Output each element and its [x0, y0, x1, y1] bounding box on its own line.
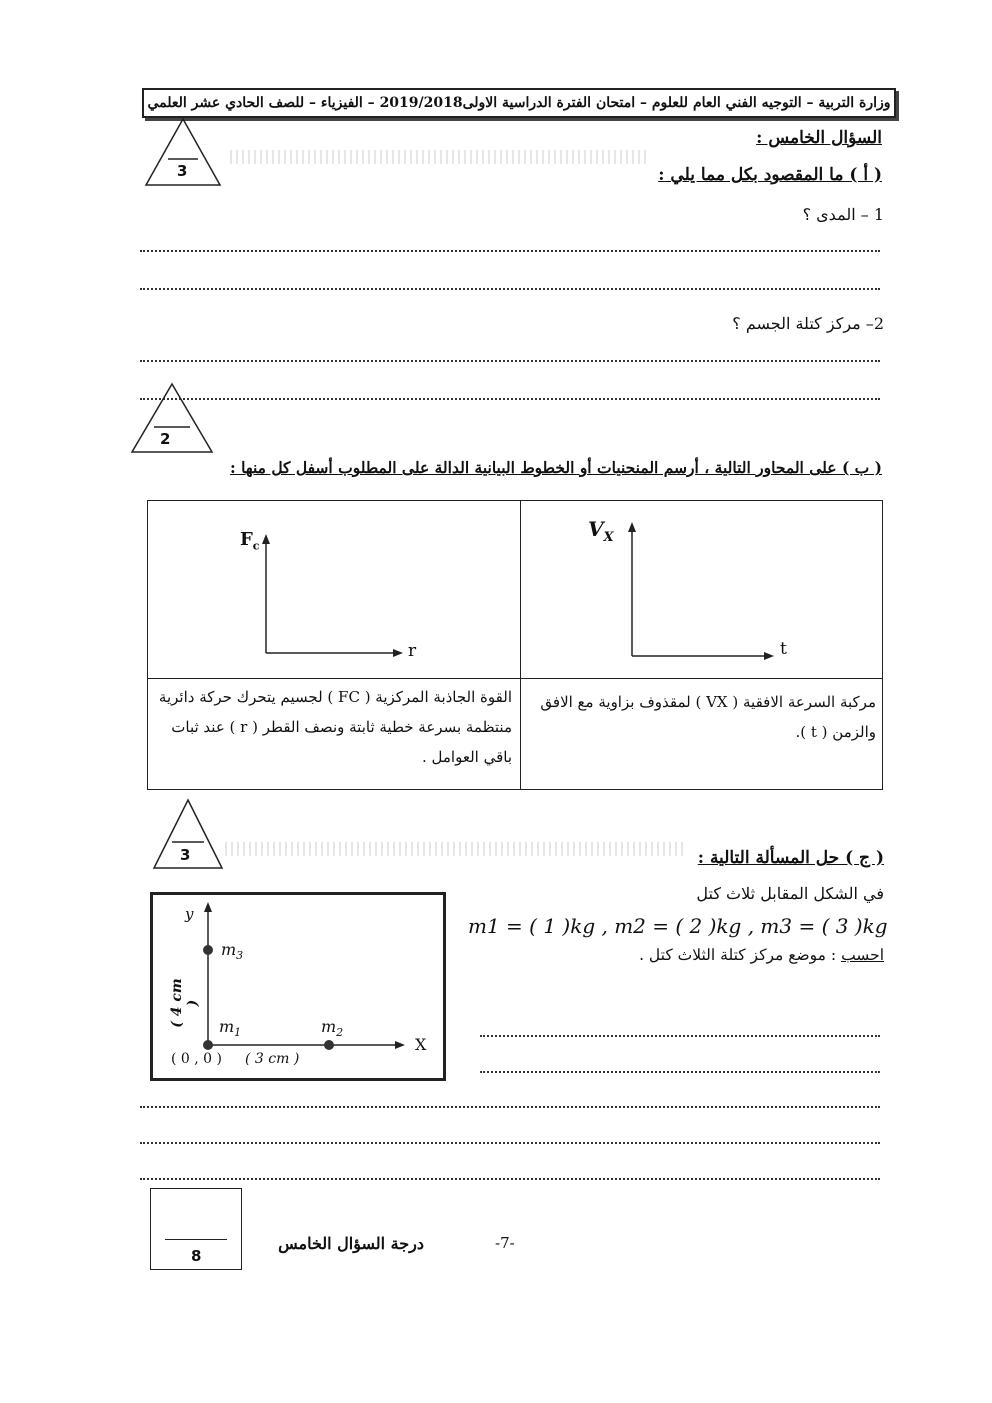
part-c-heading-text: ( ج ) حل المسألة التالية :: [697, 848, 884, 868]
score-triangle-b: [130, 382, 214, 454]
page-number: -7-: [495, 1234, 515, 1252]
part-c-heading: [698, 848, 884, 868]
masses-figure: [150, 892, 446, 1081]
item-1-label: 1 – المدى ؟: [802, 205, 884, 224]
total-score-box: [150, 1188, 242, 1270]
scan-noise: [230, 150, 650, 164]
score-a: 3: [177, 162, 188, 180]
m3-label: $m_3$: [221, 940, 244, 963]
total-label: درجة السؤال الخامس: [278, 1234, 424, 1253]
answer-line[interactable]: [140, 1106, 880, 1108]
caption-fc: القوة الجاذبة المركزية ( FC ) لجسيم يتحرك حركة دائرية منتظمة بسرعة خطية ثابتة ونصف القطر ( r ) عند ثبات باقي العوامل .: [158, 688, 512, 766]
table-divider: [148, 678, 882, 679]
axis-label-fc: $F_c$: [240, 529, 260, 553]
answer-line[interactable]: [140, 1178, 880, 1180]
graph-fc-vs-r[interactable]: [148, 501, 520, 678]
axis-label-vx: $V_X$: [588, 517, 614, 545]
x-axis-label: X: [415, 1035, 427, 1054]
part-b-heading-text: ( ب ) على المحاور التالية ، أرسم المنحنيات أو الخطوط البيانية الدالة على المطلوب أسفل كل منها :: [229, 458, 882, 477]
answer-line[interactable]: [140, 360, 880, 362]
masses-equation: m1 = ( 1 )kg , m2 = ( 2 )kg , m3 = ( 3 )kg: [468, 914, 888, 938]
y-axis-label: y: [185, 905, 194, 923]
origin-label: ( 0 , 0 ): [171, 1051, 222, 1067]
part-b-heading: [230, 458, 882, 477]
answer-line[interactable]: [140, 288, 880, 290]
part-a-heading-text: ( أ ) ما المقصود بكل مما يلي :: [658, 165, 882, 185]
answer-line[interactable]: [140, 250, 880, 252]
calculate-text: : موضع مركز كتلة الثلاث كتل .: [639, 946, 842, 964]
axis-label-t: t: [780, 639, 787, 659]
calculate-label: احسب: [841, 946, 884, 964]
answer-line[interactable]: [480, 1035, 880, 1037]
m2-label: $m_2$: [321, 1017, 344, 1040]
answer-line[interactable]: [480, 1071, 880, 1073]
m1-label: $m_1$: [219, 1017, 242, 1040]
answer-line[interactable]: [140, 398, 880, 400]
caption-vx: مركبة السرعة الافقية ( VX ) لمقذوف بزاوية مع الافق والزمن ( t ).: [540, 693, 876, 741]
part-a-heading: [658, 165, 882, 185]
total-score: 8: [191, 1247, 202, 1265]
section-title: السؤال الخامس :: [756, 128, 882, 148]
score-c: 3: [180, 846, 191, 864]
item-2-label: 2– مركز كتلة الجسم ؟: [732, 314, 884, 333]
score-b: 2: [160, 430, 171, 448]
score-triangle-a: [144, 117, 222, 187]
header-title: وزارة التربية – التوجيه الفني العام للعلوم – امتحان الفترة الدراسية الاولى2019/2018 – الفيزياء – للصف الحادي عشر العلمي: [142, 88, 896, 118]
graph-vx-vs-t[interactable]: [520, 501, 882, 678]
problem-line-1: في الشكل المقابل ثلاث كتل: [696, 884, 884, 903]
score-line: [165, 1239, 227, 1240]
problem-line-3: [639, 946, 884, 964]
score-triangle-c: [152, 798, 224, 870]
y-distance-label: ( 4 cm ): [169, 978, 201, 1028]
axis-label-r: r: [408, 641, 417, 661]
x-distance-label: ( 3 cm ): [245, 1051, 300, 1067]
answer-line[interactable]: [140, 1142, 880, 1144]
scan-noise: [225, 842, 685, 856]
graph-table: [147, 500, 883, 790]
